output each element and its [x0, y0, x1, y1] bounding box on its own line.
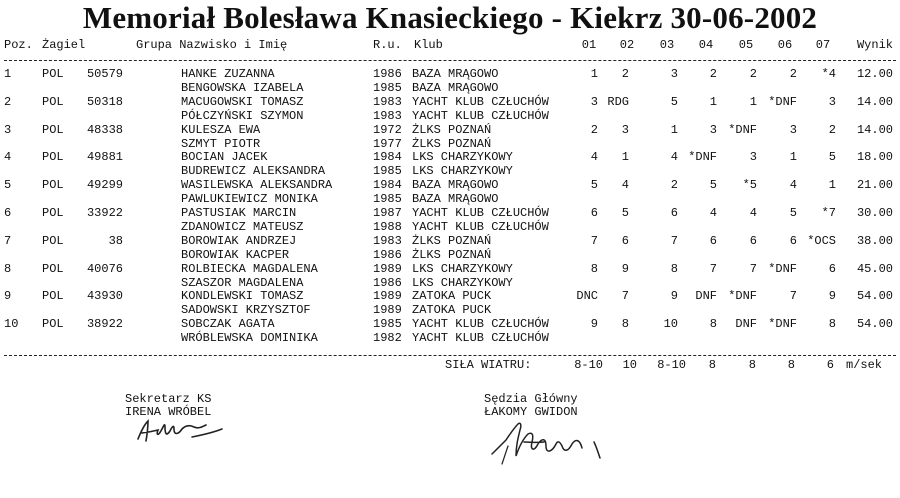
race-result-7: 1: [828, 178, 836, 193]
race-result-1: 4: [590, 150, 598, 165]
crew-name: PÓŁCZYŃSKI SZYMON: [181, 108, 304, 123]
header-race-07: 07: [815, 38, 831, 52]
race-result-4: 8: [709, 317, 717, 332]
position: 9: [4, 289, 12, 304]
race-result-1: 5: [590, 178, 598, 193]
page-title: Memoriał Bolesława Knasieckiego - Kiekrz 30-06-2002: [82, 0, 818, 35]
position: 3: [4, 122, 12, 137]
race-result-3: 8: [670, 261, 678, 276]
race-result-4: 6: [709, 233, 717, 248]
crew-year: 1986: [373, 247, 402, 262]
race-result-7: 3: [828, 94, 836, 109]
country: POL: [42, 150, 64, 165]
race-result-2: RDG: [607, 94, 629, 109]
secretary-name: IRENA WRÓBEL: [125, 405, 212, 419]
race-result-5: 1: [749, 94, 757, 109]
sail-number: 49881: [86, 150, 123, 165]
race-result-6: 7: [789, 289, 797, 304]
table-row: [0, 262, 900, 290]
crew-club: ŻLKS POZNAŃ: [412, 247, 492, 262]
race-result-1: 9: [590, 317, 598, 332]
race-result-7: 8: [828, 317, 836, 332]
race-result-2: 9: [621, 261, 629, 276]
helm-year: 1986: [373, 67, 402, 81]
country: POL: [42, 67, 64, 81]
total-points: 45.00: [856, 261, 893, 276]
helm-year: 1983: [373, 94, 402, 109]
crew-club: YACHT KLUB CZŁUCHÓW: [412, 108, 549, 123]
crew-club: BAZA MRĄGOWO: [412, 81, 499, 95]
helm-club: ŻLKS POZNAŃ: [412, 233, 492, 248]
wind-race-02: 10: [622, 358, 637, 372]
crew-club: BAZA MRĄGOWO: [412, 192, 499, 207]
sail-number: 33922: [86, 206, 123, 220]
race-result-4: 7: [709, 261, 717, 276]
helm-club: LKS CHARZYKOWY: [412, 261, 513, 276]
race-result-5: *DNF: [728, 289, 757, 304]
race-result-4: 2: [709, 67, 717, 81]
race-result-2: 3: [621, 122, 629, 137]
country: POL: [42, 178, 64, 193]
helm-name: BOCIAN JACEK: [181, 150, 268, 165]
race-result-1: 2: [590, 122, 598, 137]
position: 4: [4, 150, 12, 165]
crew-name: WRÓBLEWSKA DOMINIKA: [181, 331, 318, 346]
helm-year: 1984: [373, 178, 402, 193]
judge-name: ŁAKOMY GWIDON: [484, 405, 578, 419]
table-row: [0, 178, 900, 206]
sail-number: 38922: [86, 317, 123, 332]
total-points: 38.00: [856, 233, 893, 248]
total-points: 54.00: [856, 317, 893, 332]
race-result-4: DNF: [695, 289, 717, 304]
country: POL: [42, 289, 64, 304]
helm-club: BAZA MRĄGOWO: [412, 178, 499, 193]
race-result-6: *DNF: [768, 94, 797, 109]
country: POL: [42, 317, 64, 332]
crew-year: 1989: [373, 303, 402, 318]
header-klub: Klub: [414, 38, 443, 52]
header-poz: Poz.: [4, 38, 33, 52]
race-result-3: 7: [670, 233, 678, 248]
crew-year: 1986: [373, 275, 402, 290]
header-race-04: 04: [698, 38, 714, 52]
race-result-5: *5: [742, 178, 757, 193]
country: POL: [42, 233, 64, 248]
helm-name: WASILEWSKA ALEKSANDRA: [181, 178, 333, 193]
race-result-6: 6: [789, 233, 797, 248]
helm-year: 1985: [373, 317, 402, 332]
crew-year: 1977: [373, 136, 402, 151]
helm-name: KONDLEWSKI TOMASZ: [181, 289, 304, 304]
sail-number: 38: [108, 233, 123, 248]
helm-name: SOBCZAK AGATA: [181, 317, 275, 332]
total-points: 30.00: [856, 206, 893, 220]
race-result-7: 6: [828, 261, 836, 276]
helm-name: PASTUSIAK MARCIN: [181, 206, 297, 220]
country: POL: [42, 206, 64, 220]
crew-name: SZASZOR MAGDALENA: [181, 275, 304, 290]
race-result-3: 5: [670, 94, 678, 109]
race-result-4: 4: [709, 206, 717, 220]
race-result-1: 8: [590, 261, 598, 276]
race-result-2: 2: [621, 67, 629, 81]
race-result-6: 5: [789, 206, 797, 220]
header-ru: R.u.: [373, 38, 402, 52]
crew-name: ZDANOWICZ MATEUSZ: [181, 220, 304, 234]
race-result-4: 3: [709, 122, 717, 137]
race-result-7: 9: [828, 289, 836, 304]
crew-name: PAWLUKIEWICZ MONIKA: [181, 192, 318, 207]
total-points: 12.00: [856, 67, 893, 81]
wind-race-05: 8: [748, 358, 756, 372]
table-row: [0, 67, 900, 95]
header-race-02: 02: [619, 38, 635, 52]
country: POL: [42, 122, 64, 137]
wind-label: SIŁA WIATRU:: [445, 358, 532, 372]
total-points: 14.00: [856, 122, 893, 137]
header-race-03: 03: [659, 38, 675, 52]
race-result-6: *DNF: [768, 261, 797, 276]
helm-name: MACUGOWSKI TOMASZ: [181, 94, 304, 109]
race-result-7: 2: [828, 122, 836, 137]
header-race-05: 05: [738, 38, 754, 52]
race-result-3: 4: [670, 150, 678, 165]
country: POL: [42, 94, 64, 109]
race-result-1: 1: [590, 67, 598, 81]
table-row: [0, 206, 900, 234]
helm-club: YACHT KLUB CZŁUCHÓW: [412, 206, 549, 220]
race-result-2: 6: [621, 233, 629, 248]
crew-name: SADOWSKI KRZYSZTOF: [181, 303, 311, 318]
crew-year: 1985: [373, 81, 402, 95]
race-result-3: 10: [663, 317, 678, 332]
race-result-6: 4: [789, 178, 797, 193]
crew-club: YACHT KLUB CZŁUCHÓW: [412, 331, 549, 346]
helm-year: 1984: [373, 150, 402, 165]
race-result-4: 1: [709, 94, 717, 109]
race-result-2: 5: [621, 206, 629, 220]
race-result-3: 6: [670, 206, 678, 220]
helm-year: 1989: [373, 261, 402, 276]
total-points: 14.00: [856, 94, 893, 109]
divider-bottom: [4, 355, 896, 356]
race-result-3: 9: [670, 289, 678, 304]
race-result-5: 6: [749, 233, 757, 248]
wind-race-03: 8-10: [657, 358, 686, 372]
helm-name: ROLBIECKA MAGDALENA: [181, 261, 318, 276]
header-race-01: 01: [581, 38, 597, 52]
crew-year: 1982: [373, 331, 402, 346]
crew-name: BUDREWICZ ALEKSANDRA: [181, 164, 326, 179]
position: 5: [4, 178, 12, 193]
header-grupa-nazwisko: Grupa Nazwisko i Imię: [136, 38, 288, 52]
race-result-2: 7: [621, 289, 629, 304]
wind-race-07: 6: [826, 358, 834, 372]
race-result-5: 2: [749, 67, 757, 81]
sail-number: 43930: [86, 289, 123, 304]
race-result-1: DNC: [576, 289, 598, 304]
crew-year: 1985: [373, 192, 402, 207]
race-result-1: 6: [590, 206, 598, 220]
table-row: [0, 150, 900, 178]
table-row: [0, 234, 900, 262]
race-result-5: 3: [749, 150, 757, 165]
sail-number: 50318: [86, 94, 123, 109]
crew-year: 1983: [373, 108, 402, 123]
race-result-4: *DNF: [688, 150, 717, 165]
crew-year: 1985: [373, 164, 402, 179]
table-header: [0, 38, 900, 54]
header-race-06: 06: [777, 38, 793, 52]
race-result-5: 7: [749, 261, 757, 276]
helm-name: KULESZA EWA: [181, 122, 261, 137]
race-result-7: *7: [821, 206, 836, 220]
crew-club: LKS CHARZYKOWY: [412, 164, 513, 179]
crew-name: BENGOWSKA IZABELA: [181, 81, 304, 95]
crew-club: YACHT KLUB CZŁUCHÓW: [412, 220, 549, 234]
race-result-1: 7: [590, 233, 598, 248]
sail-number: 48338: [86, 122, 123, 137]
header-wynik: Wynik: [856, 38, 893, 52]
table-row: [0, 123, 900, 151]
race-result-6: 3: [789, 122, 797, 137]
secretary-signature: [132, 415, 232, 445]
wind-unit: m/sek: [846, 358, 883, 372]
total-points: 18.00: [856, 150, 893, 165]
race-result-2: 4: [621, 178, 629, 193]
sail-number: 40076: [86, 261, 123, 276]
race-result-3: 3: [670, 67, 678, 81]
position: 10: [4, 317, 19, 332]
total-points: 21.00: [856, 178, 893, 193]
judge-signature: [488, 412, 608, 468]
race-result-7: *4: [821, 67, 836, 81]
race-result-6: *DNF: [768, 317, 797, 332]
helm-club: LKS CHARZYKOWY: [412, 150, 513, 165]
crew-club: ŻLKS POZNAŃ: [412, 136, 492, 151]
divider-top: [4, 60, 896, 61]
position: 1: [4, 67, 12, 81]
helm-club: ŻLKS POZNAŃ: [412, 122, 492, 137]
helm-year: 1972: [373, 122, 402, 137]
wind-race-06: 8: [787, 358, 795, 372]
race-result-2: 1: [621, 150, 629, 165]
helm-club: BAZA MRĄGOWO: [412, 67, 499, 81]
race-result-7: 5: [828, 150, 836, 165]
race-result-5: DNF: [735, 317, 757, 332]
crew-club: LKS CHARZYKOWY: [412, 275, 513, 290]
race-result-4: 5: [709, 178, 717, 193]
helm-year: 1987: [373, 206, 402, 220]
helm-year: 1983: [373, 233, 402, 248]
helm-club: YACHT KLUB CZŁUCHÓW: [412, 317, 549, 332]
table-row: [0, 289, 900, 317]
race-result-3: 1: [670, 122, 678, 137]
race-result-7: *OCS: [807, 233, 836, 248]
helm-club: YACHT KLUB CZŁUCHÓW: [412, 94, 549, 109]
secretary-role: Sekretarz KS: [125, 392, 212, 406]
race-result-2: 8: [621, 317, 629, 332]
helm-name: BOROWIAK ANDRZEJ: [181, 233, 297, 248]
wind-race-04: 8: [708, 358, 716, 372]
position: 8: [4, 261, 12, 276]
sail-number: 49299: [86, 178, 123, 193]
position: 6: [4, 206, 12, 220]
race-result-3: 2: [670, 178, 678, 193]
crew-club: ZATOKA PUCK: [412, 303, 492, 318]
judge-role: Sędzia Główny: [484, 392, 578, 406]
race-result-1: 3: [590, 94, 598, 109]
race-result-6: 2: [789, 67, 797, 81]
country: POL: [42, 261, 64, 276]
race-result-6: 1: [789, 150, 797, 165]
sail-number: 50579: [86, 67, 123, 81]
helm-name: HANKE ZUZANNA: [181, 67, 275, 81]
crew-year: 1988: [373, 220, 402, 234]
wind-race-01: 8-10: [574, 358, 603, 372]
total-points: 54.00: [856, 289, 893, 304]
table-row: [0, 317, 900, 345]
helm-club: ZATOKA PUCK: [412, 289, 492, 304]
helm-year: 1989: [373, 289, 402, 304]
position: 2: [4, 94, 12, 109]
table-row: [0, 95, 900, 123]
crew-name: SZMYT PIOTR: [181, 136, 261, 151]
crew-name: BOROWIAK KACPER: [181, 247, 290, 262]
header-zagiel: Żagiel: [42, 38, 86, 52]
wind-row: [0, 358, 900, 374]
race-result-5: *DNF: [728, 122, 757, 137]
position: 7: [4, 233, 12, 248]
race-result-5: 4: [749, 206, 757, 220]
